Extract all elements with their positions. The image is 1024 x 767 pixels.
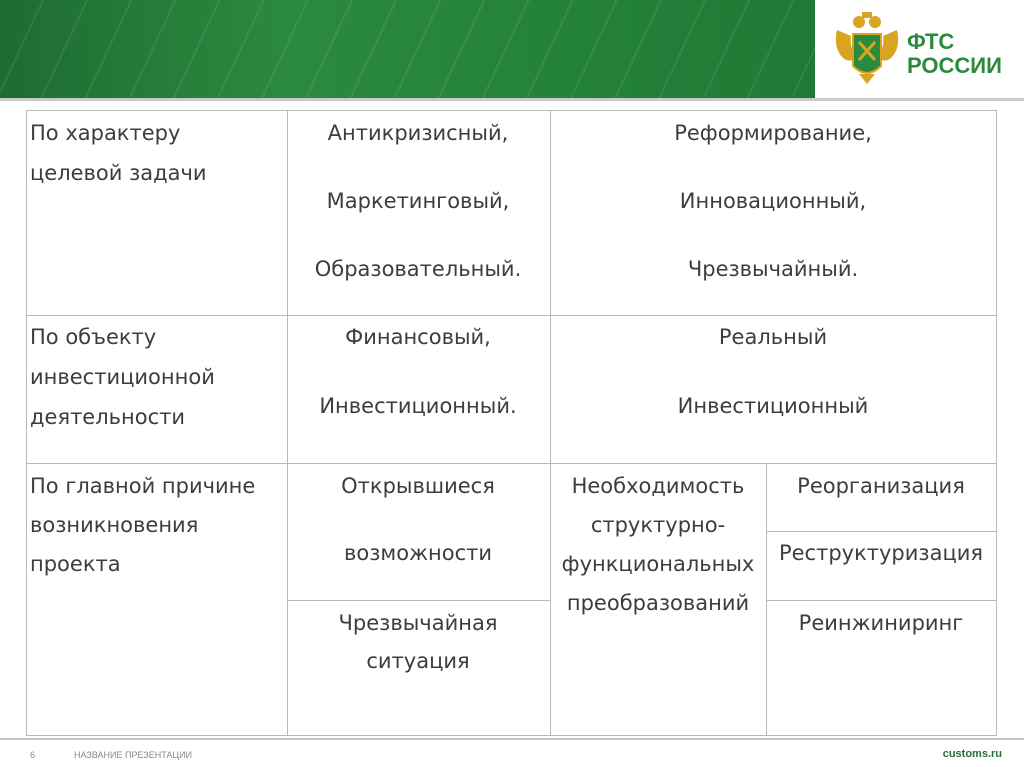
table-line [550,110,551,736]
row2-col3-item: Реальный [718,325,828,349]
row3-label-line1: По главной причине [30,474,256,498]
row1-col3-item: Чрезвычайный. [687,257,859,281]
table-line [26,110,996,111]
row3-col3-line: структурно- [590,513,726,537]
row3-col4-item: Реструктуризация [778,541,984,565]
logo [815,0,1024,98]
row3-col2-bottom-line: ситуация [366,649,470,673]
row2-label-line1: По объекту [30,325,157,349]
table-line [766,600,996,601]
header-banner [0,0,815,98]
slide-number: 6 [30,750,36,760]
row3-col4-item: Реорганизация [797,474,965,498]
logo-line-1: ФТС [907,29,955,54]
row2-label-line2: инвестиционной [30,365,215,389]
row1-col2-item: Антикризисный, [327,121,509,145]
row3-label-line3: проекта [30,552,121,576]
logo-text [907,30,1002,78]
logo-line-2: РОССИИ [907,53,1002,78]
presentation-title: НАЗВАНИЕ ПРЕЗЕНТАЦИИ [74,750,193,760]
row1-col3-item: Реформирование, [674,121,872,145]
table-line [26,463,996,464]
table-line [287,110,288,736]
row1-label-line1: По характеру [30,121,181,145]
table-line [26,315,996,316]
row3-col3-line: функциональных [561,552,755,576]
site-link[interactable]: customs.ru [942,748,1002,760]
table-line [766,531,996,532]
row2-col2-item: Финансовый, [345,325,491,349]
row3-label-line2: возникновения [30,513,199,537]
row3-col3-line: Необходимость [571,474,745,498]
table-line [766,463,767,736]
row1-col2-item: Образовательный. [314,257,522,281]
row2-col3-item: Инвестиционный [677,394,869,418]
table-line [996,110,997,736]
table-line [26,110,27,736]
header-rule [0,98,1024,101]
footer-rule [0,738,1024,740]
row1-label-line2: целевой задачи [30,161,207,185]
row2-col2-item: Инвестиционный. [319,394,517,418]
row1-col2-item: Маркетинговый, [326,189,510,213]
row1-col3-item: Инновационный, [679,189,867,213]
row3-col4-item: Реинжиниринг [798,611,964,635]
row3-col2-top-line: возможности [343,541,493,565]
emblem-icon [829,8,905,88]
row3-col3-line: преобразований [566,591,750,615]
row3-col2-bottom-line: Чрезвычайная [338,611,498,635]
table-line [26,735,996,736]
banner-pattern [0,0,815,98]
row2-label-line3: деятельности [30,405,186,429]
table-line [287,600,550,601]
row3-col2-top-line: Открывшиеся [341,474,495,498]
